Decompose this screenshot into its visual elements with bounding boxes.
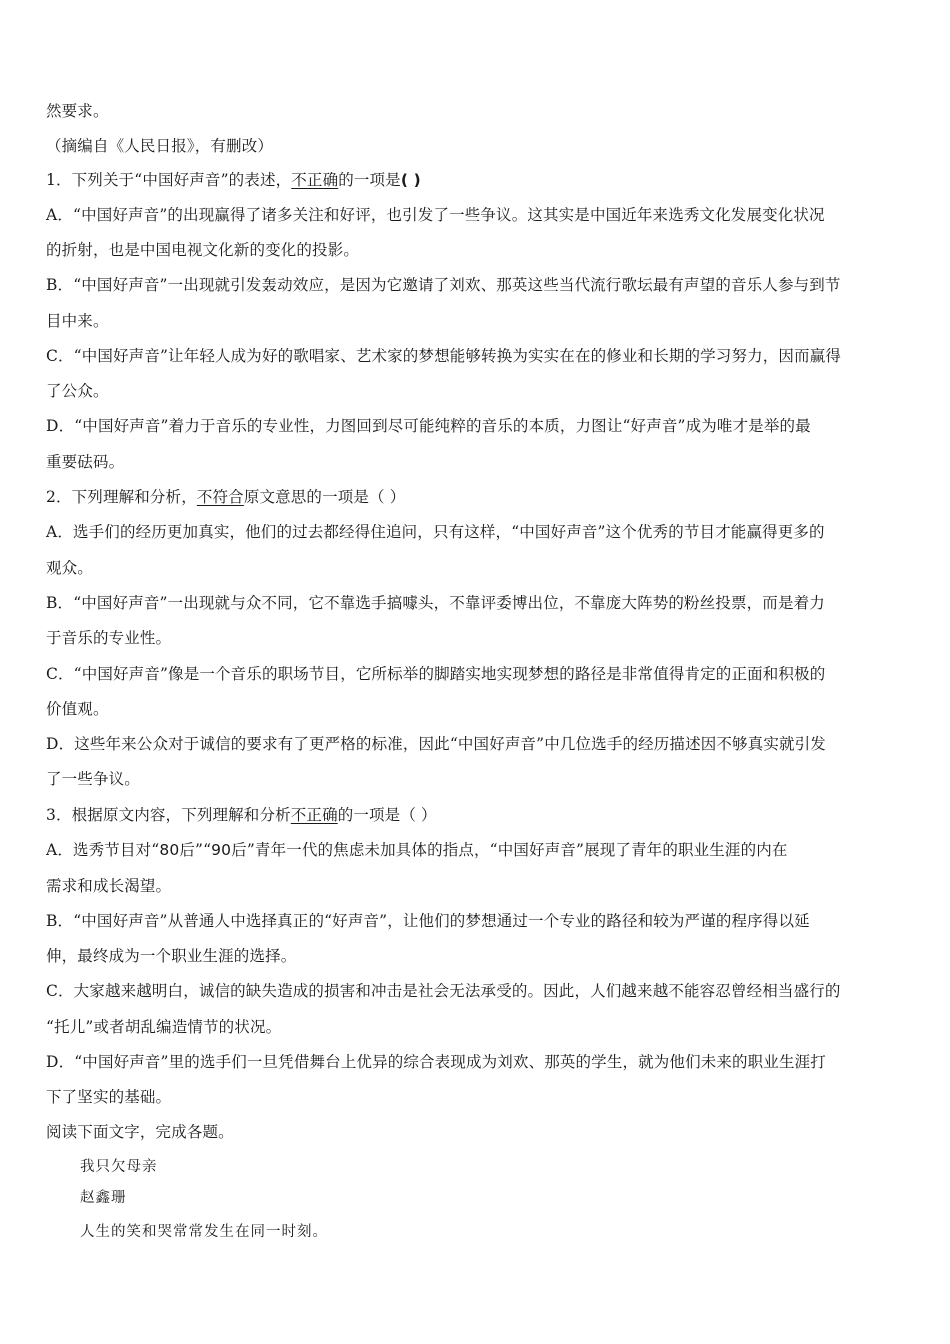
question-text: 3．根据原文内容，下列理解和分析 <box>46 806 291 824</box>
option-b: B．“中国好声音”一出现就引发轰动效应，是因为它邀请了刘欢、那英这些当代流行歌坛最有声望的音乐人参与到节 <box>46 276 841 294</box>
answer-parenthesis: ( ) <box>400 171 421 189</box>
underlined-keyword: 不符合 <box>196 488 244 506</box>
option-c-cont: 价值观。 <box>46 700 109 718</box>
underlined-keyword: 不正确 <box>290 806 338 824</box>
option-d: D．“中国好声音”着力于音乐的专业性，力图回到尽可能纯粹的音乐的本质，力图让“好声音”成为唯才是举的最 <box>46 417 811 435</box>
option-d: D．这些年来公众对于诚信的要求有了更严格的标准，因此“中国好声音”中几位选手的经历描述因不够真实就引发 <box>46 735 826 753</box>
option-b-cont: 目中来。 <box>46 312 109 330</box>
option-a <box>46 840 788 860</box>
option-text: A．选秀节目对“ <box>46 841 160 859</box>
question-text: 的一项是（ ） <box>337 806 437 824</box>
option-c-cont: “托儿”或者胡乱编造情节的状况。 <box>46 1018 282 1036</box>
question-1 <box>46 170 421 190</box>
option-text: 后”“ <box>179 841 212 859</box>
question-text: 原文意思的一项是（ ） <box>243 488 406 506</box>
question-text: 2．下列理解和分析， <box>46 488 197 506</box>
option-a-cont: 需求和成长渴望。 <box>46 877 172 895</box>
option-b: B．“中国好声音”一出现就与众不同，它不靠选手搞噱头，不靠评委博出位，不靠庞大阵势的粉丝投票，而是着力 <box>46 594 825 612</box>
passage-paragraph: 人生的笑和哭常常发生在同一时刻。 <box>80 1224 328 1240</box>
passage-title: 我只欠母亲 <box>80 1159 158 1175</box>
question-text: 1．下列关于“中国好声音”的表述， <box>46 171 292 189</box>
option-a: A．“中国好声音”的出现赢得了诸多关注和好评，也引发了一些争议。这其实是中国近年来选秀文化发展变化状况 <box>46 206 825 224</box>
text-line: 然要求。 <box>46 102 109 120</box>
option-b-cont: 伸，最终成为一个职业生涯的选择。 <box>46 947 297 965</box>
option-c: C．“中国好声音”让年轻人成为好的歌唱家、艺术家的梦想能够转换为实实在在的修业和长期的学习努力，因而赢得 <box>46 347 842 365</box>
option-d: D．“中国好声音”里的选手们一旦凭借舞台上优异的综合表现成为刘欢、那英的学生，就为他们未来的职业生涯打 <box>46 1053 826 1071</box>
option-text: 后”青年一代的焦虑未加具体的指点，“中国好声音”展现了青年的职业生涯的内在 <box>231 841 788 859</box>
option-a: A．选手们的经历更加真实，他们的过去都经得住追问，只有这样，“中国好声音”这个优秀的节目才能赢得更多的 <box>46 523 825 541</box>
question-3 <box>46 805 437 825</box>
option-a-cont: 观众。 <box>46 559 93 577</box>
question-text: 的一项是 <box>338 171 401 189</box>
passage-author: 赵鑫珊 <box>80 1190 127 1206</box>
reading-instruction: 阅读下面文字，完成各题。 <box>46 1123 234 1141</box>
option-c: C．大家越来越明白，诚信的缺失造成的损害和冲击是社会无法承受的。因此，人们越来越不能容忍曾经相当盛行的 <box>46 982 841 1000</box>
underlined-keyword: 不正确 <box>291 171 339 189</box>
option-a-cont: 的折射，也是中国电视文化新的变化的投影。 <box>46 241 360 259</box>
option-d-cont: 下了坚实的基础。 <box>46 1088 172 1106</box>
option-d-cont: 重要砝码。 <box>46 453 125 471</box>
option-b: B．“中国好声音”从普通人中选择真正的“好声音”，让他们的梦想通过一个专业的路径和较为严谨的程序得以延 <box>46 912 810 930</box>
number-text: 80 <box>159 841 180 859</box>
option-c-cont: 了公众。 <box>46 382 109 400</box>
option-b-cont: 于音乐的专业性。 <box>46 629 172 647</box>
source-note: （摘编自《人民日报》，有删改） <box>46 137 274 155</box>
number-text: 90 <box>211 841 232 859</box>
option-d-cont: 了一些争议。 <box>46 770 140 788</box>
question-2 <box>46 487 405 507</box>
option-c: C．“中国好声音”像是一个音乐的职场节目，它所标举的脚踏实地实现梦想的路径是非常值得肯定的正面和积极的 <box>46 665 826 683</box>
